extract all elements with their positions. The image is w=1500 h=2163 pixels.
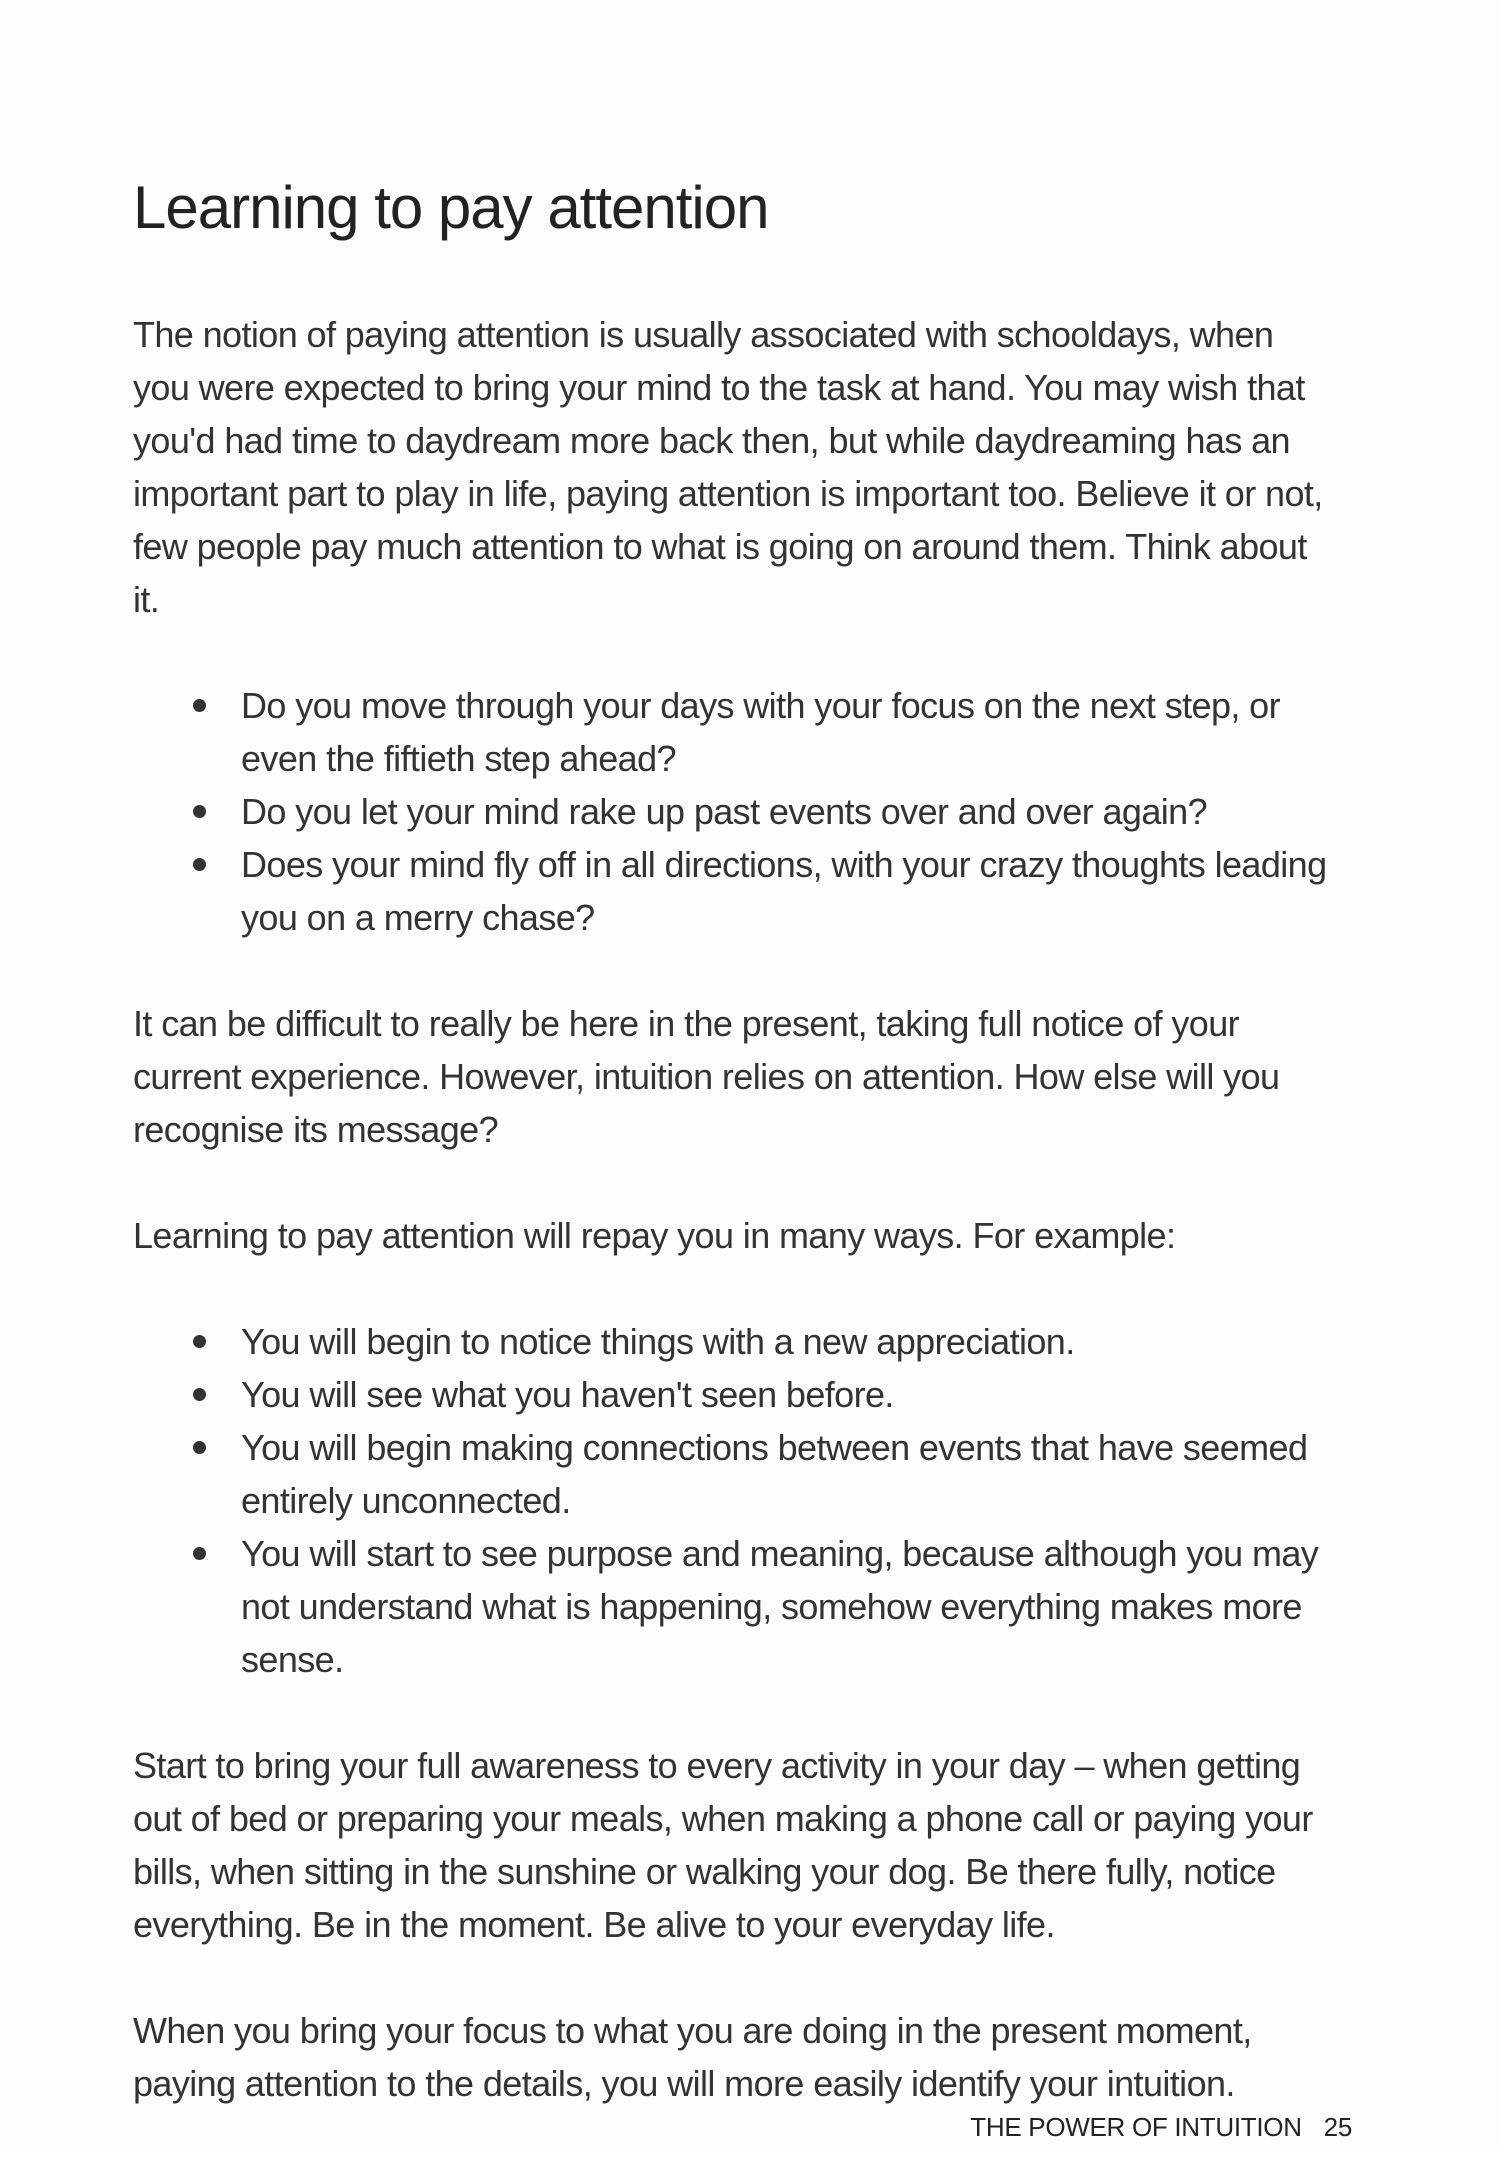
bullet-icon [193,805,206,818]
bullet-icon [193,1441,206,1454]
paragraph-present: It can be difficult to really be here in the present, taking full notice of your current experience. However, intuition relies on attention. How else will you recognise its message? [133,1003,1280,1150]
list-item [133,1368,1333,1421]
list-item-text: Do you let your mind rake up past events over and over again? [241,791,1207,832]
list-item-text: Do you move through your days with your focus on the next step, or even the fiftieth step ahead? [241,685,1280,779]
bullet-icon [193,699,206,712]
list-item [133,785,1333,838]
list-item [133,838,1333,944]
paragraph-conclusion: When you bring your focus to what you are doing in the present moment, paying attention to the details, you will more easily identify your intuition. [133,2010,1252,2104]
list-item-text: You will begin making connections between events that have seemed entirely unconnected. [241,1427,1308,1521]
bullet-icon [193,858,206,871]
page-number: 25 [1323,2112,1352,2142]
page-title: Learning to pay attention [133,174,769,241]
list-item-text: Does your mind fly off in all directions, with your crazy thoughts leading you on a merry chase? [241,844,1327,938]
list-item [133,1421,1333,1527]
page-footer [970,2112,1352,2143]
paragraph-intro: The notion of paying attention is usually associated with schooldays, when you were expected to bring your mind to the task at hand. You may wish that you'd had time to daydream more back then, but while daydreaming has an important part to play in life, paying attention is important too. Believe it or not, few people pay much attention to what is going on around them. Think about it. [133,314,1323,620]
list-item-text: You will see what you haven't seen before. [241,1374,894,1415]
page-content [133,168,1333,2163]
list-item-text: You will begin to notice things with a new appreciation. [241,1321,1075,1362]
list-item-text: You will start to see purpose and meaning, because although you may not understand what is happening, somehow everything makes more sense. [241,1533,1319,1680]
benefit-list [133,1315,1333,1686]
list-item [133,679,1333,785]
paragraph-awareness: Start to bring your full awareness to every activity in your day – when getting out of bed or preparing your meals, when making a phone call or paying your bills, when sitting in the sunshine or walking your dog. Be there fully, notice everything. Be in the moment. Be alive to your everyday life. [133,1745,1313,1945]
bullet-icon [193,1388,206,1401]
paragraph-example-intro: Learning to pay attention will repay you in many ways. For example: [133,1215,1176,1256]
list-item [133,1527,1333,1686]
bullet-icon [193,1547,206,1560]
bullet-icon [193,1335,206,1348]
question-list [133,679,1333,944]
list-item [133,1315,1333,1368]
running-title: THE POWER OF INTUITION [970,2112,1302,2142]
